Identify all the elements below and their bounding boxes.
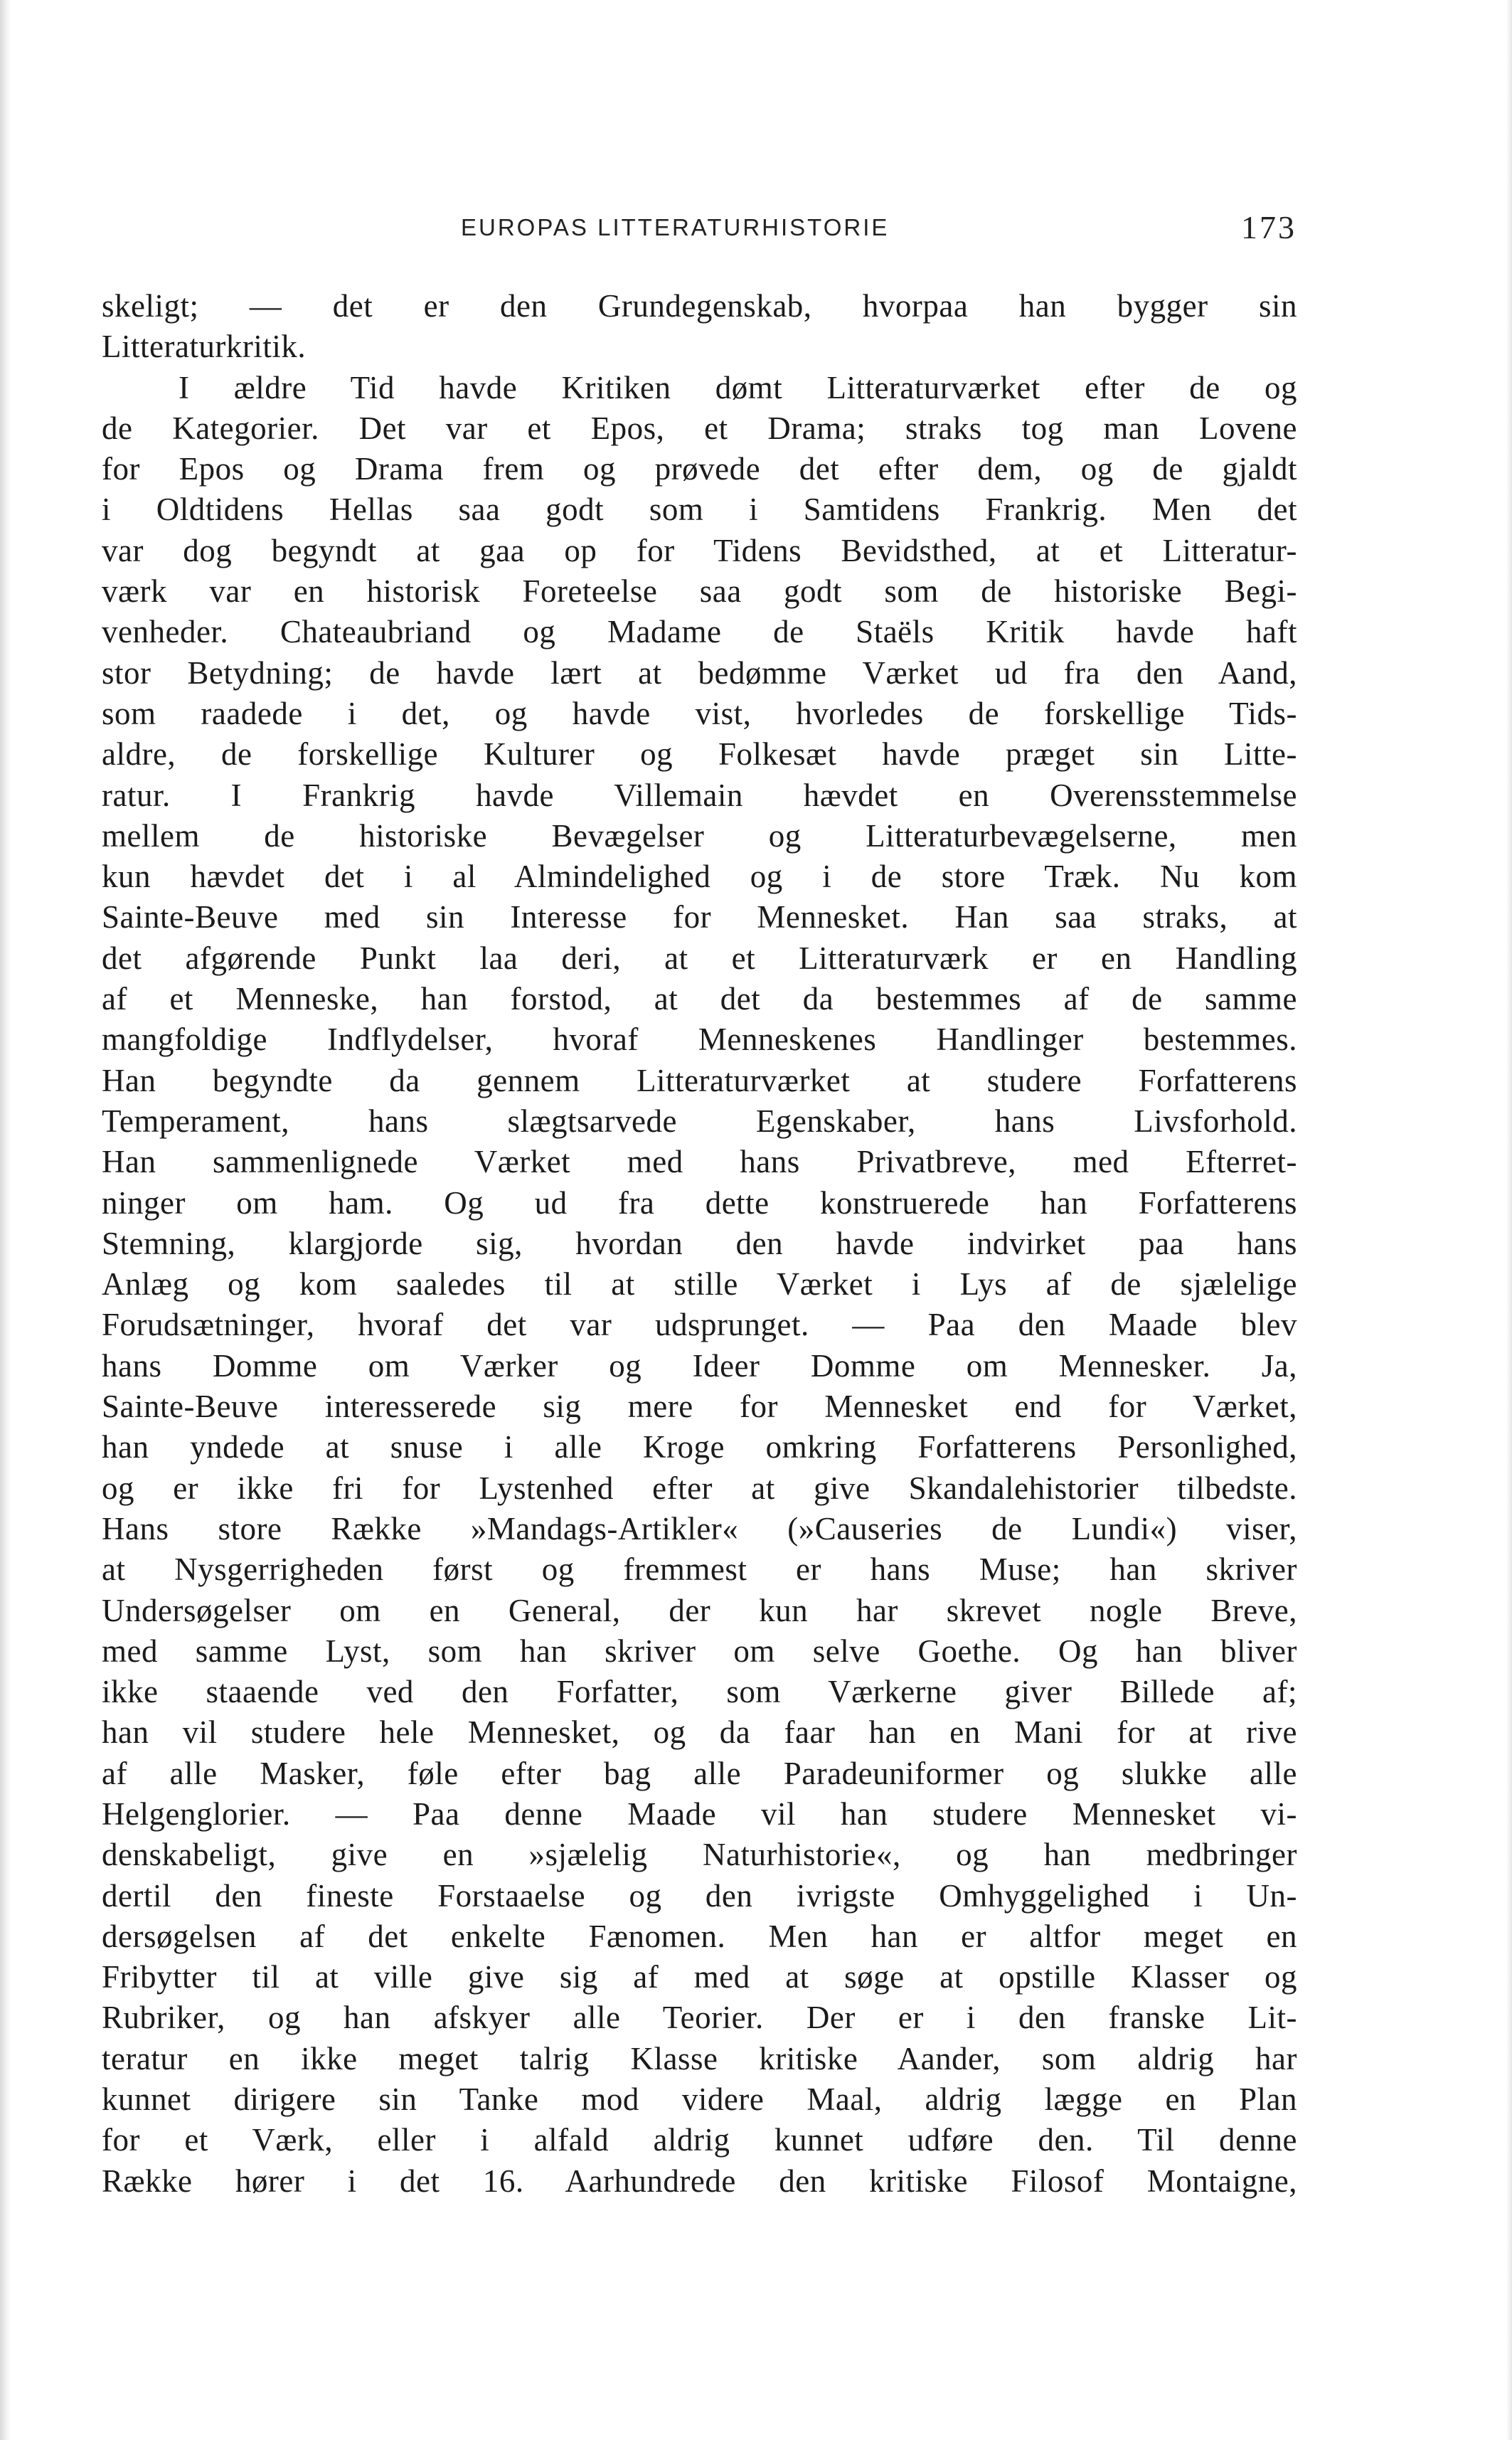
text-line: hans Domme om Værker og Ideer Domme om Mennesker. Ja, [102, 1347, 1297, 1384]
text-line: mangfoldige Indflydelser, hvoraf Menneskenes Handlinger bestemmes. [102, 1022, 1297, 1058]
text-line: kunnet dirigere sin Tanke mod videre Maal, aldrig lægge en Plan [102, 2081, 1297, 2118]
text-line: Helgenglorier. — Paa denne Maade vil han studere Mennesket vi- [102, 1795, 1297, 1832]
running-title: EUROPAS LITTERATURHISTORIE [461, 214, 890, 240]
text-line: Række hører i det 16. Aarhundrede den kritiske Filosof Montaigne, [102, 2163, 1297, 2199]
text-line: ratur. I Frankrig havde Villemain hævdet en Overensstemmelse [102, 777, 1297, 813]
text-line: aldre, de forskellige Kulturer og Folkesæt havde præget sin Litte- [102, 736, 1297, 773]
text-line: kun hævdet det i al Almindelighed og i de store Træk. Nu kom [102, 859, 1297, 895]
text-line: dertil den fineste Forstaaelse og den ivrigste Omhyggelighed i Un- [102, 1877, 1297, 1914]
text-line: denskabeligt, give en »sjælelig Naturhistorie«, og han medbringer [102, 1837, 1297, 1873]
text-line: stor Betydning; de havde lært at bedømme Værket ud fra den Aand, [102, 654, 1297, 691]
text-line: at Nysgerrigheden først og fremmest er hans Muse; han skriver [102, 1551, 1297, 1588]
text-line: Litteraturkritik. [102, 329, 307, 365]
running-head [102, 208, 1297, 248]
text-line: af alle Masker, føle efter bag alle Paradeuniformer og slukke alle [102, 1755, 1297, 1791]
body-text [102, 286, 1297, 2202]
text-line: som raadede i det, og havde vist, hvorledes de forskellige Tids- [102, 695, 1297, 731]
text-line: Hans store Række »Mandags-Artikler« (»Causeries de Lundi«) viser, [102, 1510, 1297, 1547]
text-line: i Oldtidens Hellas saa godt som i Samtidens Frankrig. Men det [102, 492, 1297, 528]
text-line: skeligt; — det er den Grundegenskab, hvorpaa han bygger sin [102, 288, 1297, 324]
text-line: for et Værk, eller i alfald aldrig kunnet udføre den. Til denne [102, 2122, 1297, 2158]
text-line: Sainte-Beuve interesserede sig mere for Mennesket end for Værket, [102, 1389, 1297, 1425]
text-line: Forudsætninger, hvoraf det var udsprunget. — Paa den Maade blev [102, 1307, 1297, 1343]
text-line: I ældre Tid havde Kritiken dømt Litteraturværket efter de og [179, 369, 1297, 405]
text-line: værk var en historisk Foreteelse saa godt som de historiske Begi- [102, 573, 1297, 610]
text-line: ikke staaende ved den Forfatter, som Værkerne giver Billede af; [102, 1674, 1297, 1710]
text-line: ninger om ham. Og ud fra dette konstruerede han Forfatterens [102, 1184, 1297, 1221]
text-line: og er ikke fri for Lystenhed efter at give Skandalehistorier tilbedste. [102, 1470, 1297, 1506]
text-line: var dog begyndt at gaa op for Tidens Bevidsthed, at et Litteratur- [102, 532, 1297, 568]
text-line: venheder. Chateaubriand og Madame de Staëls Kritik havde haft [102, 614, 1297, 650]
text-line: for Epos og Drama frem og prøvede det efter dem, og de gjaldt [102, 451, 1297, 487]
text-line: de Kategorier. Det var et Epos, et Drama; straks tog man Lovene [102, 410, 1297, 446]
text-line: Rubriker, og han afskyer alle Teorier. Der er i den franske Lit- [102, 2000, 1297, 2036]
text-line: han vil studere hele Mennesket, og da faar han en Mani for at rive [102, 1714, 1297, 1751]
text-line: dersøgelsen af det enkelte Fænomen. Men han er altfor meget en [102, 1918, 1297, 1954]
text-line: teratur en ikke meget talrig Klasse kritiske Aander, som aldrig har [102, 2040, 1297, 2076]
text-line: Stemning, klargjorde sig, hvordan den havde indvirket paa hans [102, 1225, 1297, 1261]
text-line: Anlæg og kom saaledes til at stille Værket i Lys af de sjælelige [102, 1266, 1297, 1303]
text-line: med samme Lyst, som han skriver om selve Goethe. Og han bliver [102, 1633, 1297, 1669]
text-line: Sainte-Beuve med sin Interesse for Mennesket. Han saa straks, at [102, 899, 1297, 935]
page-number: 173 [1241, 209, 1297, 245]
text-line: Temperament, hans slægtsarvede Egenskaber, hans Livsforhold. [102, 1103, 1297, 1139]
text-line: mellem de historiske Bevægelser og Litteraturbevægelserne, men [102, 817, 1297, 854]
text-line: det afgørende Punkt laa deri, at et Litteraturværk er en Handling [102, 940, 1297, 976]
text-line: Han begyndte da gennem Litteraturværket at studere Forfatterens [102, 1062, 1297, 1098]
text-line: Undersøgelser om en General, der kun har skrevet nogle Breve, [102, 1592, 1297, 1628]
text-line: han yndede at snuse i alle Kroge omkring Forfatterens Personlighed, [102, 1429, 1297, 1465]
text-line: Han sammenlignede Værket med hans Privatbreve, med Efterret- [102, 1144, 1297, 1180]
text-line: Fribytter til at ville give sig af med at søge at opstille Klasser og [102, 1959, 1297, 1995]
text-line: af et Menneske, han forstod, at det da bestemmes af de samme [102, 981, 1297, 1017]
